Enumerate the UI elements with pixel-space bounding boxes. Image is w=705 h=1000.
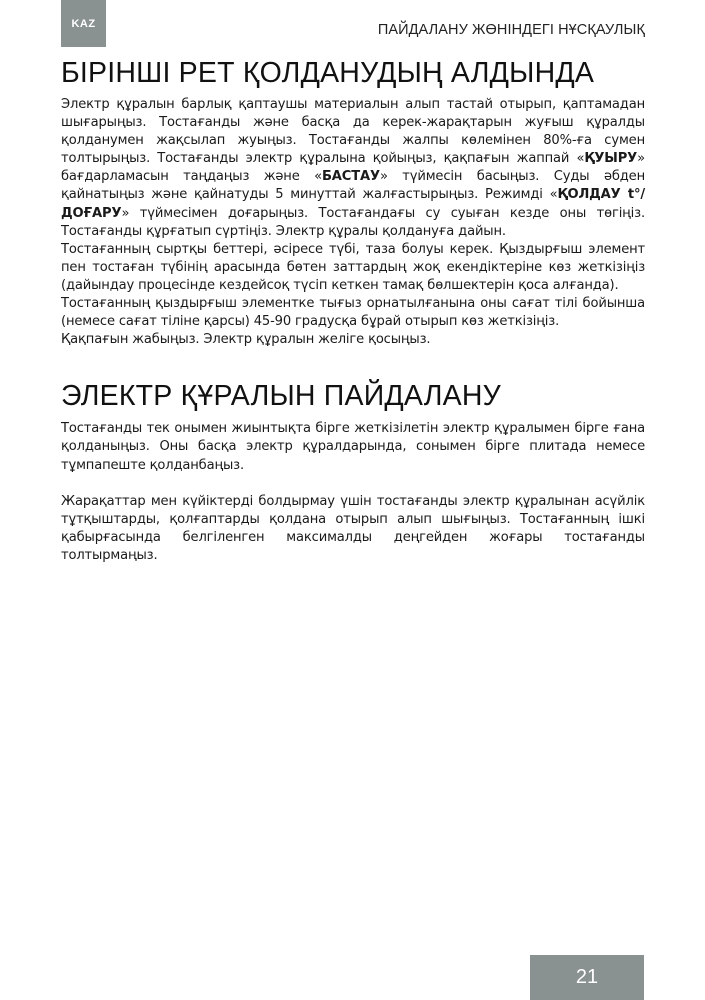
paragraph-first-use-1 bbox=[61, 96, 645, 241]
page-content bbox=[61, 56, 645, 565]
section-heading-usage: ЭЛЕКТР ҚҰРАЛЫН ПАЙДАЛАНУ bbox=[61, 380, 501, 413]
paragraph-usage-1: Тостағанды тек онымен жиынтықта бірге жеткізілетін электр құралымен бірге ғана қолданыңыз. Оны басқа электр құралдарында, сонымен бірге плитада немесе тұмпапеште қолданбаңыз. bbox=[61, 421, 645, 473]
button-name-keep-warm-cancel: ҚОЛДАУ t°/ДОҒАРУ bbox=[61, 187, 645, 221]
text-run: » түймесімен доғарыңыз. Тостағандағы су суыған кезде оны төгіңіз. Тостағанды құрғатып сүртіңіз. Электр құралы қолдануға дайын. bbox=[61, 205, 645, 239]
section-heading-first-use: БІРІНШІ РЕТ ҚОЛДАНУДЫҢ АЛДЫНДА bbox=[61, 57, 595, 89]
language-tab: KAZ bbox=[61, 0, 106, 47]
header-title: ПАЙДАЛАНУ ЖӨНІНДЕГІ НҰСҚАУЛЫҚ bbox=[377, 22, 645, 38]
button-name-start: БАСТАУ bbox=[321, 169, 380, 185]
paragraph-first-use-2: Тостағанның сыртқы беттері, әсіресе түбі, таза болуы керек. Қыздырғыш элемент пен тостаған түбінің арасында бөтен заттардың жоқ екендіктеріне көз жеткізіңіз (дайындау процесінде кездейсоқ түсіп кеткен тамақ бөлшектерін қоса алғанда). bbox=[61, 241, 645, 293]
text-run: Электр құралын барлық қаптаушы материалын алып тастай отырып, қаптамадан шығарыңыз. Тостағанды және басқа да керек-жарақтарын жуғыш құралды қолданумен жақсылап жуыңыз. Тостағанды жалпы көлемінен 80%-ға сумен толтырыңыз. Тостағанды электр құралына қойыңыз, қақпағын жаппай « bbox=[61, 97, 645, 167]
paragraph-first-use-3: Тостағанның қыздырғыш элементке тығыз орнатылғанына оны сағат тілі бойынша (немесе сағат тіліне қарсы) 45-90 градусқа бұрай отырып көз жеткізіңіз. bbox=[61, 296, 645, 330]
page-number: 21 bbox=[530, 955, 644, 1000]
paragraph-usage-2: Жарақаттар мен күйіктерді болдырмау үшін тостағанды электр құралынан асүйлік тұтқыштарды, қолғаптарды қолдана отырып алып шығыңыз. Тостағанның ішкі қабырғасында белгіленген максималды деңгейден жоғары тостағанды толтырмаңыз. bbox=[61, 493, 645, 563]
text-run: » түймесін басыңыз. Суды әбден қайнатыңыз және қайнатуды 5 минуттай жалғастырыңыз. Режимді « bbox=[61, 169, 645, 203]
paragraph-first-use-4: Қақпағын жабыңыз. Электр құралын желіге қосыңыз. bbox=[61, 332, 431, 348]
program-name-fry: ҚУЫРУ bbox=[584, 151, 638, 167]
text-run: » бағдарламасын таңдаңыз және « bbox=[61, 151, 645, 185]
